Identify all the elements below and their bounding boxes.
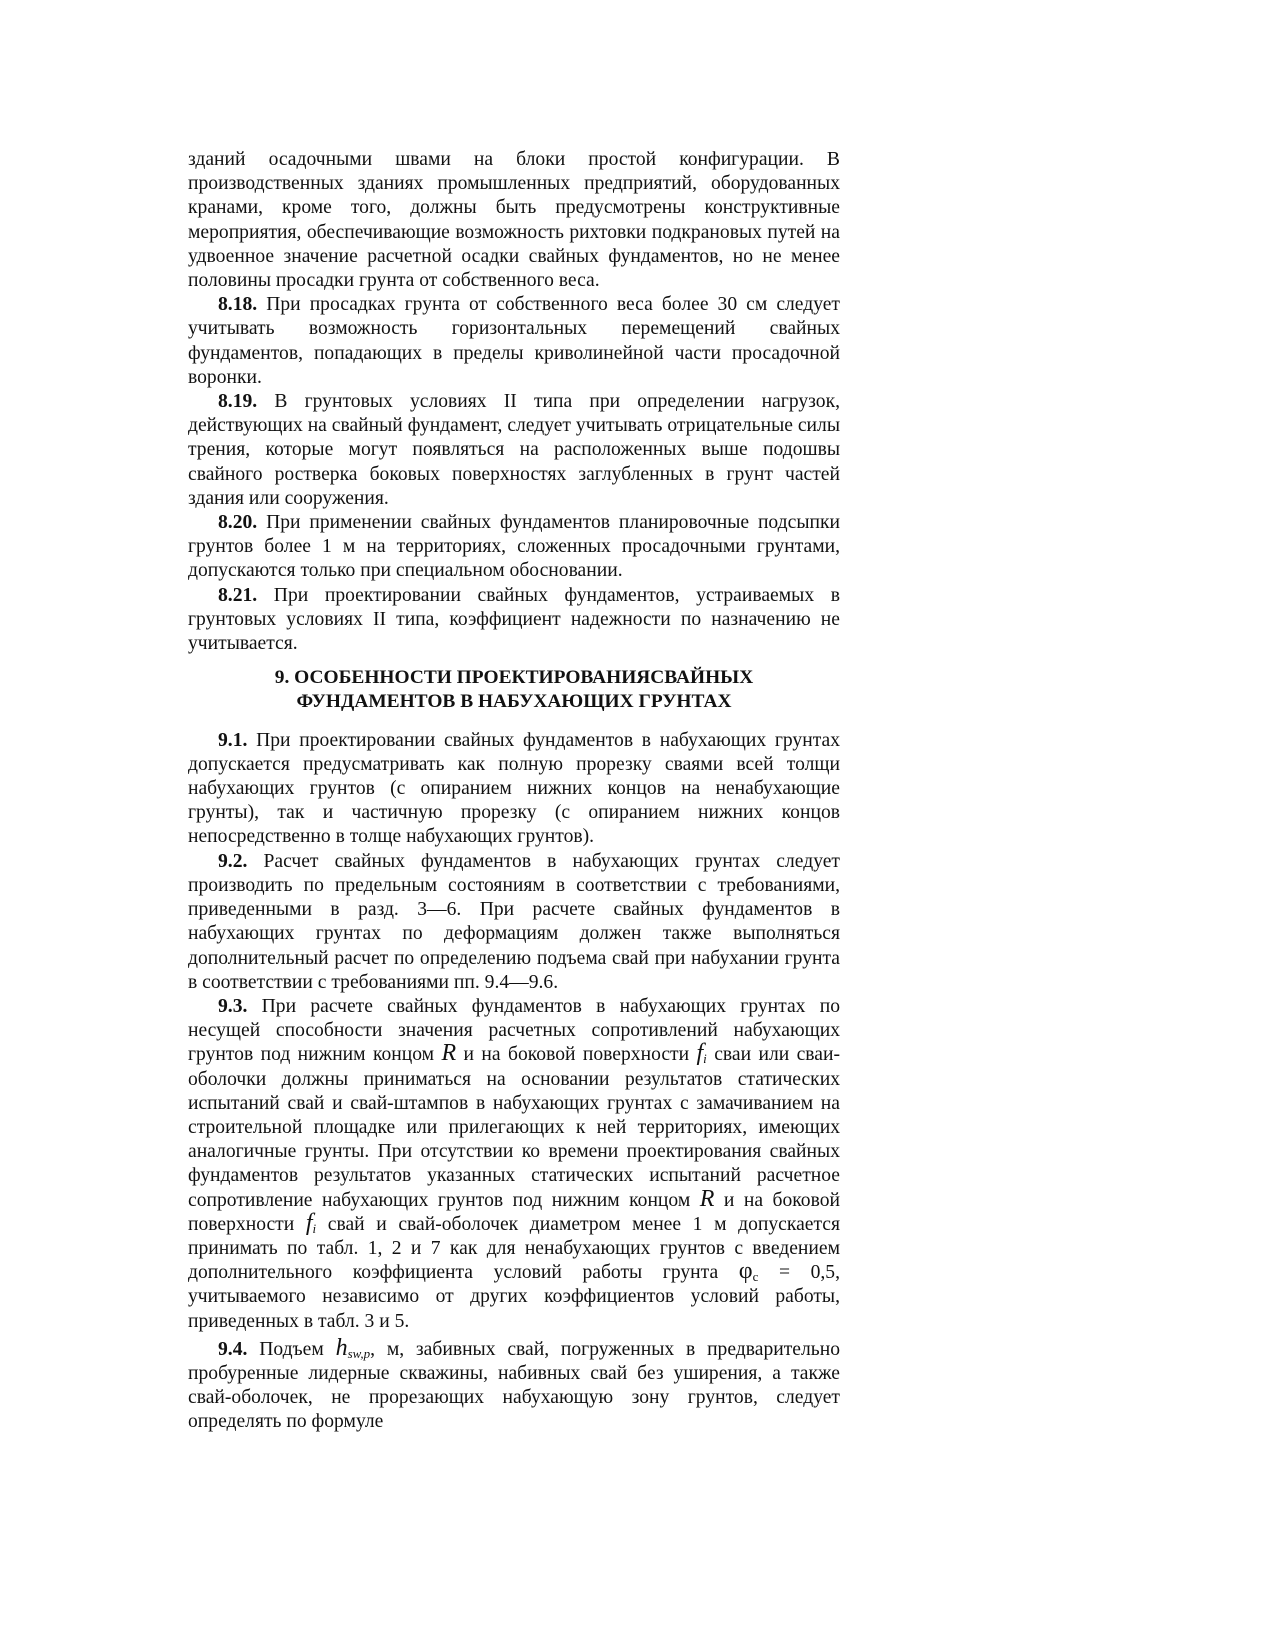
clause-text: При проектировании свайных фундаментов, устраиваемых в грунтовых условиях II типа, коэффициент надежности по назначению не учитывается. <box>188 584 840 655</box>
subscript-i: i <box>703 1051 707 1067</box>
clause-text: При просадках грунта от собственного веса более 30 см следует учитывать возможность горизонтальных перемещений свайных фундаментов, попадающих в пределы криволинейной части просадочной воронки. <box>188 294 840 388</box>
clause-9-3 <box>188 995 840 1334</box>
symbol-phi: φ <box>738 1258 753 1285</box>
clause-9-4 <box>188 1334 840 1435</box>
subscript-swp: sw,p <box>347 1345 371 1361</box>
clause-text: При применении свайных фундаментов планировочные подсыпки грунтов более 1 м на территориях, сложенных просадочными грунтами, допускаются только при специальном обосновании. <box>188 512 840 582</box>
section-heading-line-1: 9. ОСОБЕННОСТИ ПРОЕКТИРОВАНИЯСВАЙНЫХ <box>274 667 754 689</box>
clause-8-18 <box>188 293 840 390</box>
clause-8-19 <box>188 390 840 511</box>
clause-8-21 <box>188 584 840 657</box>
intro-paragraph: зданий осадочными швами на блоки простой конфигурации. В производственных зданиях промышленных предприятий, оборудованных кранами, кроме того, должны быть предусмотрены конструктивные мероприятия, обеспечивающие возможность рихтовки подкрановых путей на удвоенное значение расчетной осадки свайных фундаментов, но не менее половины просадки грунта от собственного веса. <box>188 149 840 292</box>
clause-9-1 <box>188 729 840 850</box>
clause-number: 9.4. <box>218 1338 248 1360</box>
clause-8-20 <box>188 511 840 584</box>
symbol-h: h <box>335 1334 348 1361</box>
clause-number: 9.1. <box>218 729 248 751</box>
symbol-r: R <box>441 1040 457 1067</box>
subscript-c: c <box>752 1269 759 1285</box>
clause-text: Расчет свайных фундаментов в набухающих грунтах следует производить по предельным состояниям в соответствии с требованиями, приведенными в разд. 3—6. При расчете свайных фундаментов в набухающих грунтах по деформациям должен также выполняться дополнительный расчет по определению подъема свай при набухании грунта в соответствии с требованиями пп. 9.4—9.6. <box>188 850 840 993</box>
clause-text: свай и свай-оболочек диаметром менее 1 м допускается принимать по табл. 1, 2 и 7 как для ненабухающих грунтов с введением дополнительного коэффициента условий работы грунта <box>188 1213 840 1284</box>
clause-text: = 0,5, учитываемого независимо от других коэффициентов условий работы, приведенных в табл. 3 и 5. <box>188 1262 840 1332</box>
clause-number: 8.21. <box>218 584 258 606</box>
symbol-r: R <box>699 1185 715 1212</box>
clause-number: 8.19. <box>218 391 258 413</box>
subscript-i: i <box>312 1220 317 1236</box>
clause-text: , м, забивных свай, погруженных в предварительно пробуренные лидерные скважины, набивных свай без уширения, а также свай-оболочек, не прорезающих набухающую зону грунтов, следует определять по формуле <box>188 1338 840 1433</box>
clause-number: 9.3. <box>218 995 248 1017</box>
symbol-f: f <box>305 1209 313 1236</box>
section-heading <box>188 666 840 714</box>
clause-text: сваи или сваи-оболочки должны приниматься на основании результатов статических испытаний свай и свай-штампов в набухающих грунтах с замачиванием на строительной площадке или прилегающих к ней территориях, имеющих аналогичные грунты. При отсутствии ко времени проектирования свайных фундаментов результатов указанных статических испытаний расчетное сопротивление набухающих грунтов под нижним концом <box>188 1044 840 1211</box>
clause-text: При расчете свайных фундаментов в набухающих грунтах по несущей способности значения расчетных сопротивлений набухающих грунтов под нижним концом <box>188 995 840 1066</box>
clause-9-2 <box>188 850 840 995</box>
clause-text: и на боковой поверхности <box>456 1044 697 1066</box>
symbol-f: f <box>696 1040 704 1067</box>
clause-text: Подъем <box>247 1338 336 1360</box>
clause-number: 8.20. <box>218 512 258 534</box>
clause-text: В грунтовых условиях II типа при определении нагрузок, действующих на свайный фундамент, следует учитывать отрицательные силы трения, которые могут появляться на расположенных выше подошвы свайного ростверка боковых поверхностях заглубленных в грунт частей здания или сооружения. <box>188 391 840 509</box>
clause-text: и на боковой поверхности <box>188 1189 840 1235</box>
clause-number: 8.18. <box>218 294 258 316</box>
clause-number: 9.2. <box>218 850 248 872</box>
clause-text: При проектировании свайных фундаментов в набухающих грунтах допускается предусматривать как полную прорезку сваями всей толщи набухающих грунтов (с опиранием нижних концов на ненабухающие грунты), так и частичную прорезку (с опиранием нижних концов непосредственно в толще набухающих грунтов). <box>188 729 840 848</box>
document-page <box>188 148 840 1435</box>
section-heading-line-2: ФУНДАМЕНТОВ В НАБУХАЮЩИХ ГРУНТАХ <box>296 691 732 713</box>
